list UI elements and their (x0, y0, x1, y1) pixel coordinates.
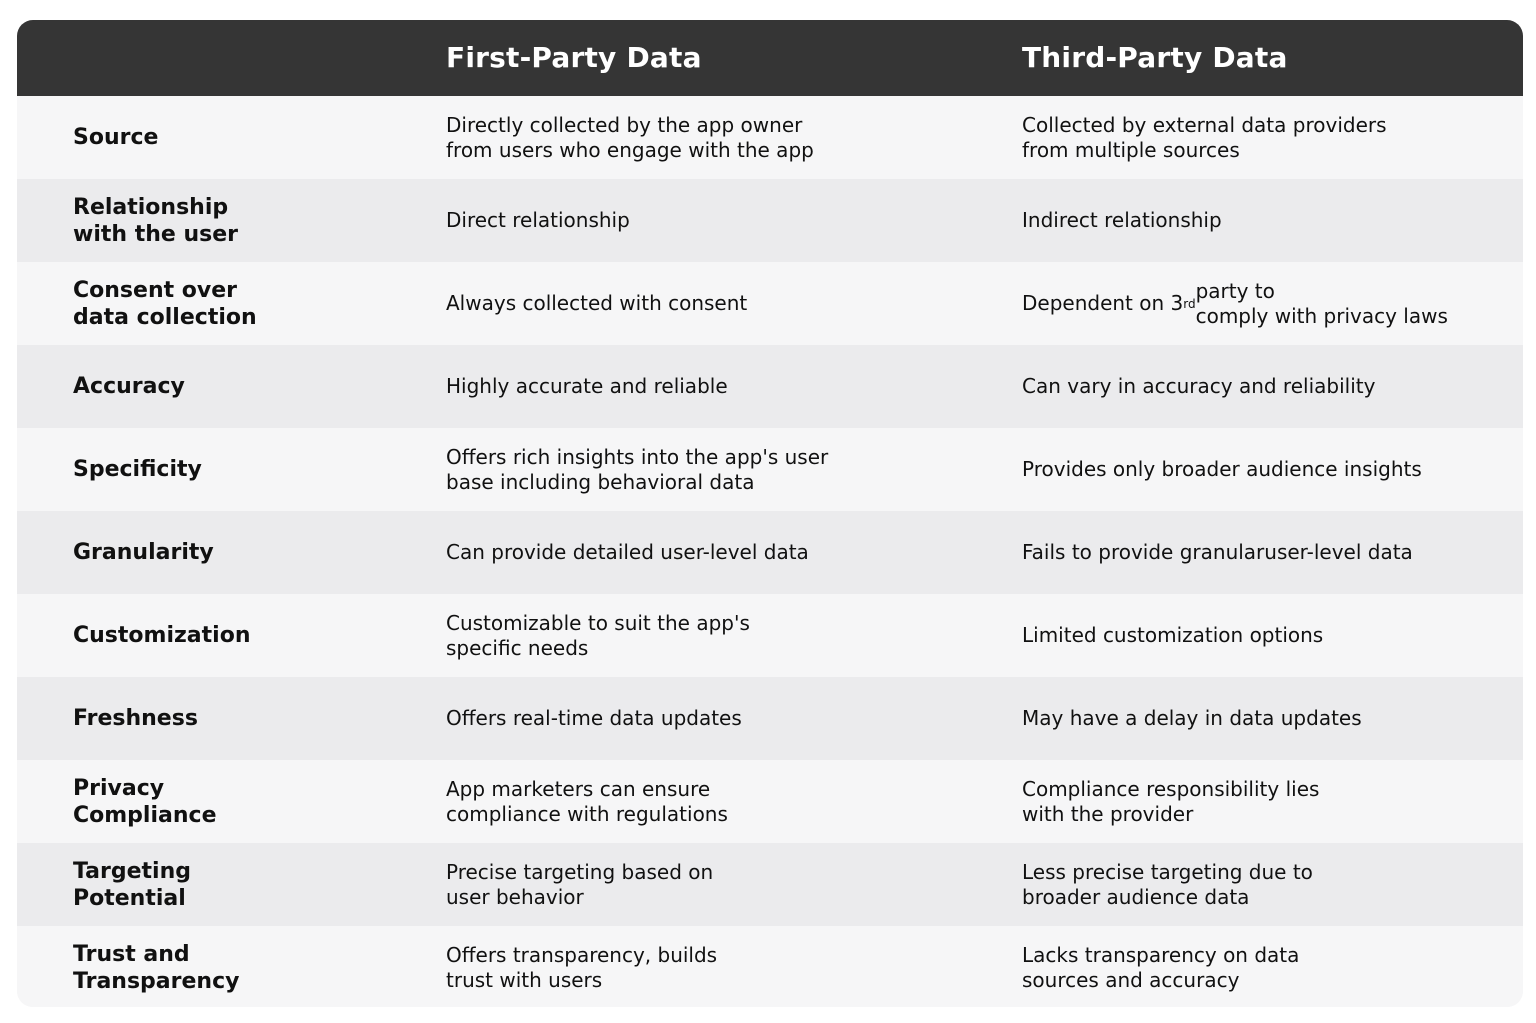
table-row (17, 511, 1523, 594)
row-label: Freshness (73, 706, 198, 731)
table-row (17, 760, 1523, 843)
row-label: Relationship with the user (73, 194, 238, 247)
row-label: Source (73, 125, 159, 150)
row-label: Granularity (73, 540, 214, 565)
row-label: Privacy Compliance (73, 775, 217, 828)
first-party-cell: Direct relationship (446, 208, 630, 232)
table-row (17, 179, 1523, 262)
third-party-cell: May have a delay in data updates (1022, 706, 1362, 730)
third-party-cell: Can vary in accuracy and reliability (1022, 374, 1376, 398)
first-party-cell: Can provide detailed user-level data (446, 540, 809, 564)
table-row (17, 677, 1523, 760)
table-row (17, 843, 1523, 926)
third-party-cell: Fails to provide granularuser-level data (1022, 540, 1413, 564)
third-party-cell: Compliance responsibility lies with the provider (1022, 776, 1320, 826)
first-party-cell: Directly collected by the app owner from users who engage with the app (446, 112, 814, 162)
table-header (17, 20, 1523, 96)
third-party-cell: Less precise targeting due to broader audience data (1022, 859, 1313, 909)
third-party-cell: Indirect relationship (1022, 208, 1222, 232)
first-party-cell: Highly accurate and reliable (446, 374, 728, 398)
table-row (17, 96, 1523, 179)
first-party-cell: Offers real-time data updates (446, 706, 742, 730)
row-label: Consent over data collection (73, 277, 257, 330)
comparison-table (17, 20, 1523, 1007)
first-party-cell: App marketers can ensure compliance with regulations (446, 776, 728, 826)
third-party-cell: Collected by external data providers from multiple sources (1022, 112, 1387, 162)
row-label: Customization (73, 623, 251, 648)
row-label: Targeting Potential (73, 858, 192, 911)
header-first-party: First-Party Data (446, 41, 702, 74)
table-row (17, 594, 1523, 677)
third-party-cell: Dependent on 3 rd party to comply with privacy laws (1022, 278, 1448, 328)
first-party-cell: Offers rich insights into the app's user base including behavioral data (446, 444, 829, 494)
third-party-cell: Provides only broader audience insights (1022, 457, 1422, 481)
row-label: Accuracy (73, 374, 185, 399)
header-third-party: Third-Party Data (1022, 41, 1288, 74)
third-party-cell: Lacks transparency on data sources and accuracy (1022, 942, 1300, 992)
table-row (17, 262, 1523, 345)
first-party-cell: Customizable to suit the app's specific needs (446, 610, 750, 660)
table-row (17, 428, 1523, 511)
first-party-cell: Always collected with consent (446, 291, 748, 315)
first-party-cell: Offers transparency, builds trust with users (446, 942, 718, 992)
third-party-text-post: party to comply with privacy laws (1195, 278, 1448, 328)
third-party-text-pre: Dependent on 3 (1022, 291, 1184, 315)
table-row (17, 345, 1523, 428)
third-party-cell: Limited customization options (1022, 623, 1324, 647)
table-row (17, 926, 1523, 1007)
first-party-cell: Precise targeting based on user behavior (446, 859, 714, 909)
row-label: Trust and Transparency (73, 941, 240, 994)
row-label: Specificity (73, 457, 202, 482)
